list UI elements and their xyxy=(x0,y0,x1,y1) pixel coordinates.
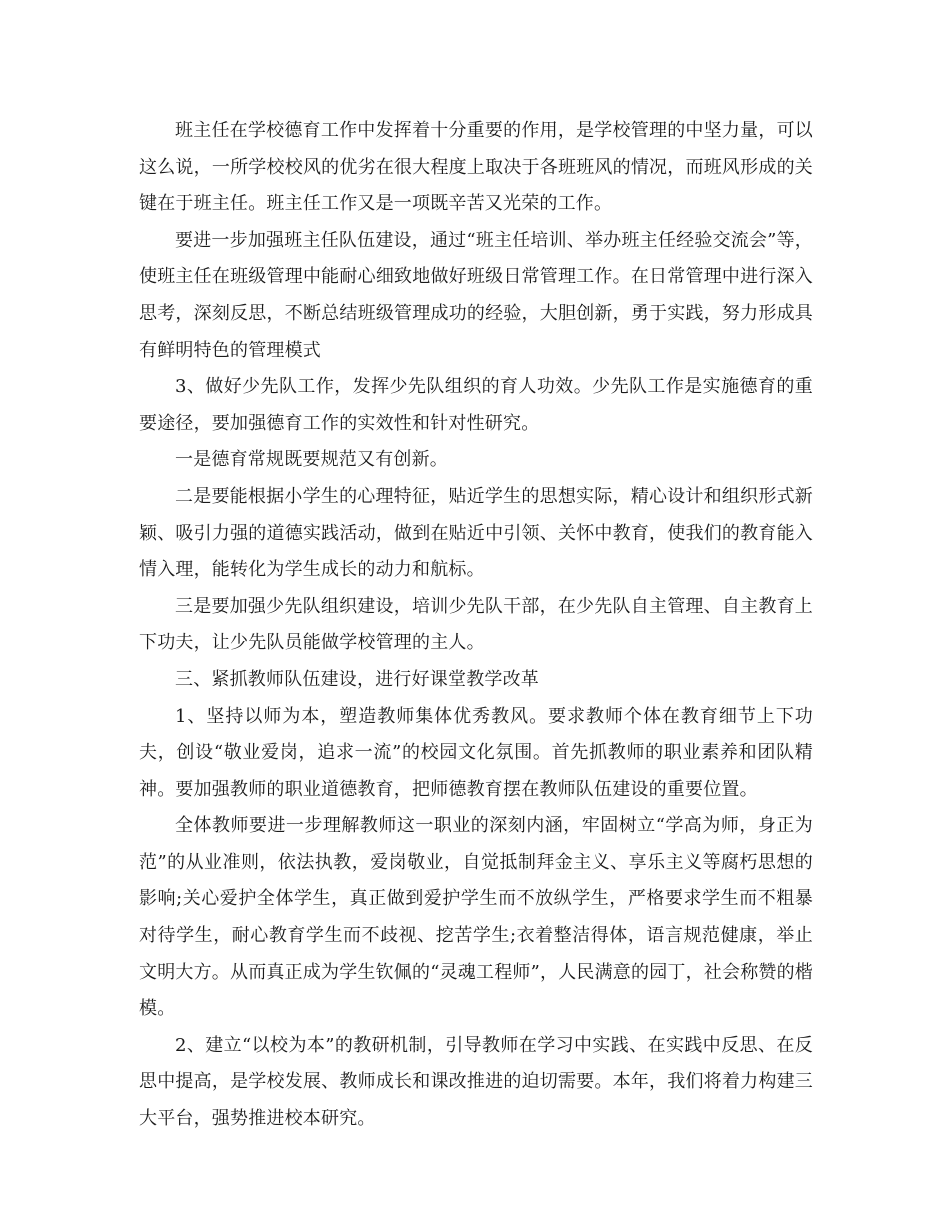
paragraph-school-based-research: 2、建立“以校为本”的教研机制，引导教师在学习中实践、在实践中反思、在反思中提高，是学校发展、教师成长和课改推进的迫切需要。本年，我们将着力构建三大平台，强势推进校本研究。 xyxy=(139,1034,813,1130)
paragraph-teacher-based: 1、坚持以师为本，塑造教师集体优秀教风。要求教师个体在教育细节上下功夫，创设“敬业爱岗，追求一流”的校园文化氛围。首先抓教师的职业素养和团队精神。要加强教师的职业道德教育，把师德教育摆在教师队伍建设的重要位置。 xyxy=(139,705,813,800)
paragraph-head-teacher-role: 班主任在学校德育工作中发挥着十分重要的作用，是学校管理的中坚力量，可以这么说，一所学校校风的优劣在很大程度上取决于各班班风的情况，而班风形成的关键在于班主任。班主任工作又是一项既辛苦又光荣的工作。 xyxy=(139,120,813,215)
paragraph-pioneer-organization: 三是要加强少先队组织建设，培训少先队干部，在少先队自主管理、自主教育上下功夫，让少先队员能做学校管理的主人。 xyxy=(139,595,813,654)
paragraph-head-teacher-team: 要进一步加强班主任队伍建设，通过“班主任培训、举办班主任经验交流会”等，使班主任在班级管理中能耐心细致地做好班级日常管理工作。在日常管理中进行深入思考，深刻反思，不断总结班级管理成功的经验，大胆创新，勇于实践，努力形成具有鲜明特色的管理模式 xyxy=(139,229,813,361)
paragraph-young-pioneers: 3、做好少先队工作，发挥少先队组织的育人功效。少先队工作是实施德育的重要途径，要加强德育工作的实效性和针对性研究。 xyxy=(139,376,813,434)
document-body xyxy=(139,113,813,1138)
paragraph-moral-routine: 一是德育常规既要规范又有创新。 xyxy=(175,449,448,471)
paragraph-teacher-ethics: 全体教师要进一步理解教师这一职业的深刻内涵，牢固树立“学高为师，身正为范”的从业准则，依法执教，爱岗敬业，自觉抵制拜金主义、享乐主义等腐朽思想的影响;关心爱护全体学生，真正做到爱护学生而不放纵学生，严格要求学生而不粗暴对待学生，耐心教育学生而不歧视、挖苦学生;衣着整洁得体，语言规范健康，举止文明大方。从而真正成为学生钦佩的“灵魂工程师”，人民满意的园丁，社会称赞的楷模。 xyxy=(139,815,814,1020)
section-heading-teacher-team: 三、紧抓教师队伍建设，进行好课堂教学改革 xyxy=(175,668,539,690)
paragraph-student-psychology: 二是要能根据小学生的心理特征，贴近学生的思想实际，精心设计和组织形式新颖、吸引力强的道德实践活动，做到在贴近中引领、关怀中教育，使我们的教育能入情入理，能转化为学生成长的动力和航标。 xyxy=(139,485,813,581)
